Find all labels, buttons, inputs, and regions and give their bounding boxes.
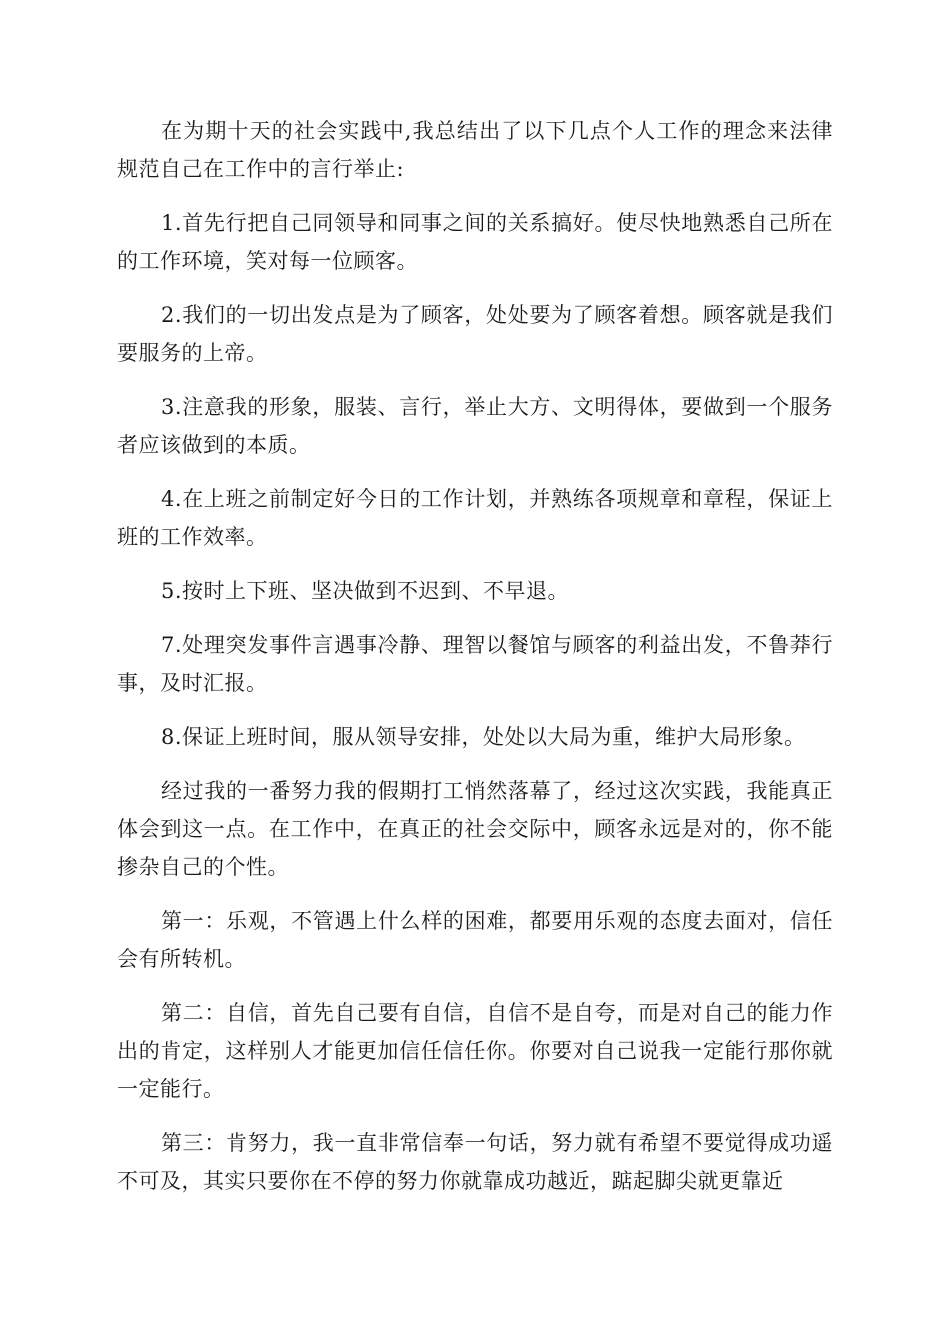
paragraph-second: 第二：自信，首先自己要有自信，自信不是自夸，而是对自己的能力作出的肯定，这样别人才能更加信任信任你。你要对自己说我一定能行那你就一定能行。	[117, 1001, 833, 1101]
paragraph-third: 第三：肯努力，我一直非常信奉一句话，努力就有希望不要觉得成功遥不可及，其实只要你在不停的努力你就靠成功越近，踮起脚尖就更靠近	[117, 1131, 833, 1193]
paragraph-intro: 在为期十天的社会实践中,我总结出了以下几点个人工作的理念来法律规范自己在工作中的言行举止:	[117, 119, 833, 181]
paragraph-item-2: 2.我们的一切出发点是为了顾客，处处要为了顾客着想。顾客就是我们要服务的上帝。	[117, 303, 833, 365]
paragraph-item-1: 1.首先行把自己同领导和同事之间的关系搞好。使尽快地熟悉自己所在的工作环境，笑对每一位顾客。	[117, 211, 833, 273]
paragraph-first: 第一：乐观，不管遇上什么样的困难，都要用乐观的态度去面对，信任会有所转机。	[117, 909, 833, 971]
paragraph-item-7: 7.处理突发事件言遇事冷静、理智以餐馆与顾客的利益出发，不鲁莽行事，及时汇报。	[117, 633, 833, 695]
paragraph-reflection: 经过我的一番努力我的假期打工悄然落幕了，经过这次实践，我能真正体会到这一点。在工作中，在真正的社会交际中，顾客永远是对的，你不能掺杂自己的个性。	[117, 779, 833, 879]
paragraph-item-8: 8.保证上班时间，服从领导安排，处处以大局为重，维护大局形象。	[161, 725, 806, 749]
paragraph-item-3: 3.注意我的形象，服装、言行，举止大方、文明得体，要做到一个服务者应该做到的本质。	[117, 395, 833, 457]
paragraph-item-4: 4.在上班之前制定好今日的工作计划，并熟练各项规章和章程，保证上班的工作效率。	[117, 487, 833, 549]
document-body	[117, 112, 833, 1216]
paragraph-item-5: 5.按时上下班、坚决做到不迟到、不早退。	[161, 579, 570, 603]
